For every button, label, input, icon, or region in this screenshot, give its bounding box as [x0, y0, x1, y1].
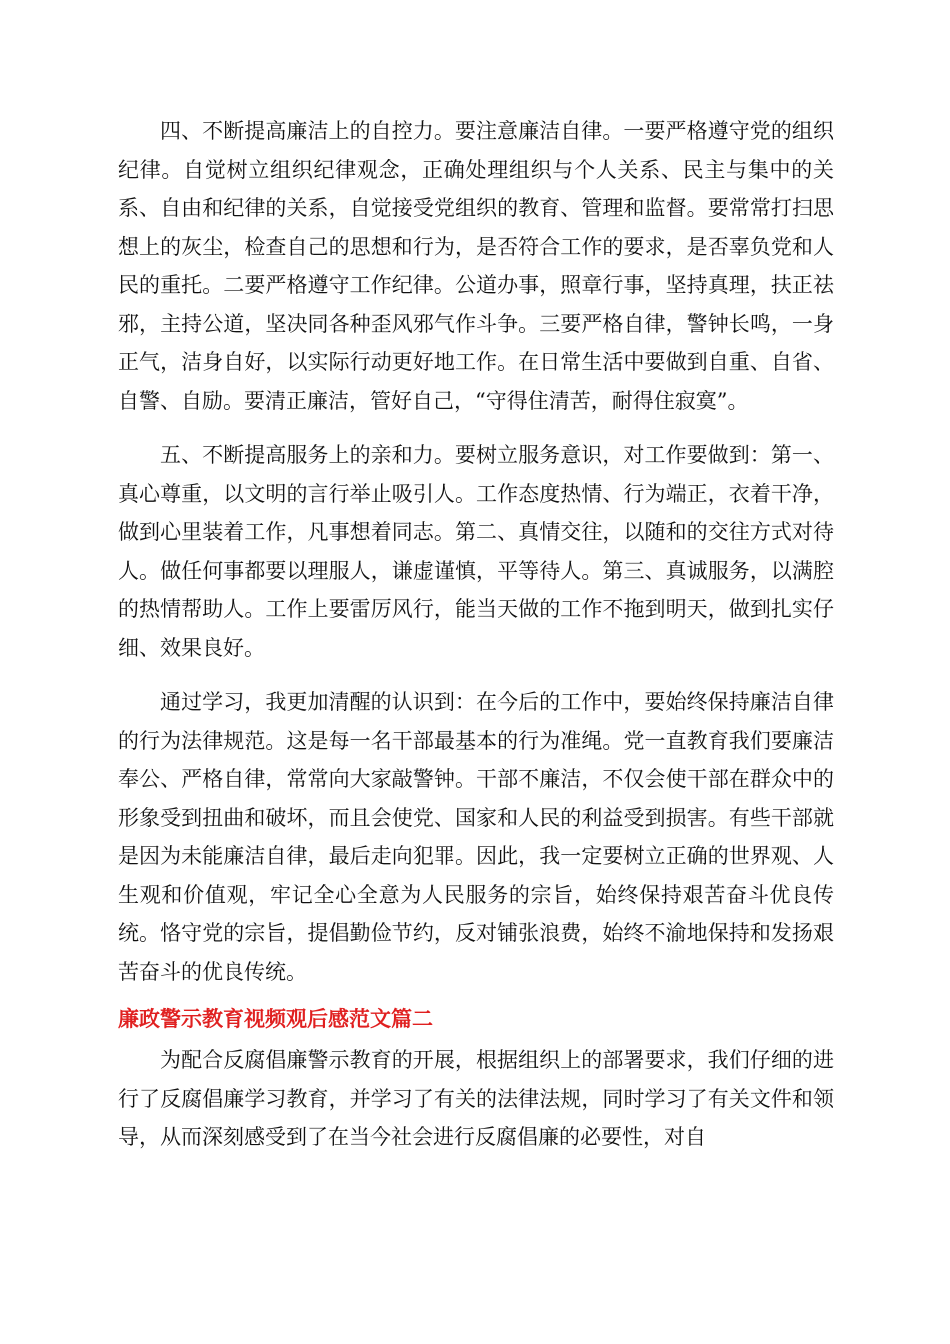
paragraph-service: 五、不断提高服务上的亲和力。要树立服务意识，对工作要做到：第一、真心尊重，以文明的言行举止吸引人。工作态度热情、行为端正，衣着干净，做到心里装着工作，凡事想着同志。第二、真情交往，以随和的交往方式对待人。做任何事都要以理服人，谦虚谨慎，平等待人。第三、真诚服务，以满腔的热情帮助人。工作上要雷厉风行，能当天做的工作不拖到明天，做到扎实仔细、效果良好。: [118, 443, 834, 660]
paragraph-essay-two-intro: 为配合反腐倡廉警示教育的开展，根据组织上的部署要求，我们仔细的进行了反腐倡廉学习教育，并学习了有关的法律法规，同时学习了有关文件和领导，从而深刻感受到了在当今社会进行反腐倡廉的必要性，对自: [118, 1048, 834, 1149]
paragraph-conclusion: 通过学习，我更加清醒的认识到：在今后的工作中，要始终保持廉洁自律的行为法律规范。这是每一名干部最基本的行为准绳。党一直教育我们要廉洁奉公、严格自律，常常向大家敲警钟。干部不廉洁，不仅会使干部在群众中的形象受到扭曲和破坏，而且会使党、国家和人民的利益受到损害。有些干部就是因为未能廉洁自律，最后走向犯罪。因此，我一定要树立正确的世界观、人生观和价值观，牢记全心全意为人民服务的宗旨，始终保持艰苦奋斗优良传统。恪守党的宗旨，提倡勤俭节约，反对铺张浪费，始终不渝地保持和发扬艰苦奋斗的优良传统。: [118, 690, 834, 984]
document-page: [118, 112, 834, 1173]
paragraph-self-control: 四、不断提高廉洁上的自控力。要注意廉洁自律。一要严格遵守党的组织纪律。自觉树立组织纪律观念，正确处理组织与个人关系、民主与集中的关系、自由和纪律的关系，自觉接受党组织的教育、管理和监督。要常常打扫思想上的灰尘，检查自己的思想和行为，是否符合工作的要求，是否辜负党和人民的重托。二要严格遵守工作纪律。公道办事，照章行事，坚持真理，扶正祛邪，主持公道，坚决同各种歪风邪气作斗争。三要严格自律，警钟长鸣，一身正气，洁身自好，以实际行动更好地工作。在日常生活中要做到自重、自省、自警、自励。要清正廉洁，管好自己，“守得住清苦，耐得住寂寞”。: [118, 119, 834, 413]
section-heading: 廉政警示教育视频观后感范文篇二: [118, 1007, 433, 1031]
